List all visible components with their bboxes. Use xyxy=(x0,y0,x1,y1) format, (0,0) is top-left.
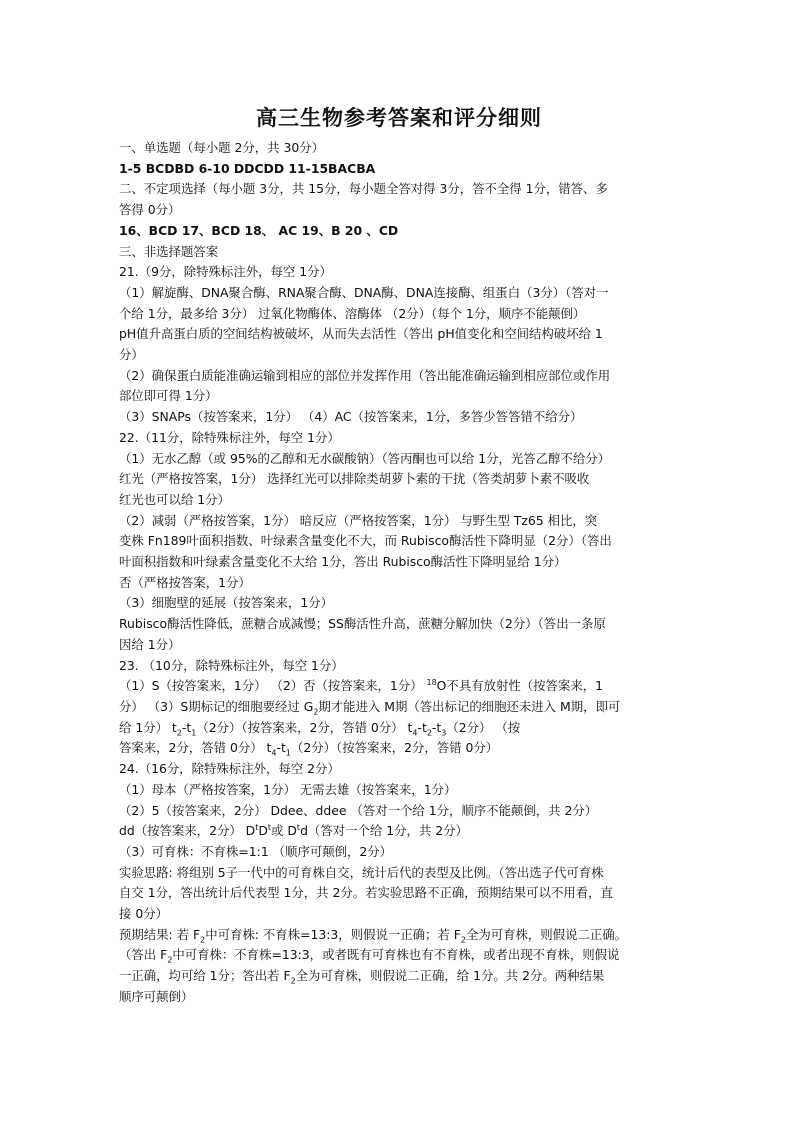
text-line: 顺序可颠倒） xyxy=(119,988,194,1004)
section-heading: 二、不定项选择（每小题 3分，共 15分，每小题全答对得 3分，答不全得 1分，错答、多 xyxy=(119,181,608,197)
text-line: （3）可育株：不育株=1:1 （顺序可颠倒，2分） xyxy=(119,843,393,859)
text-line: （3）细胞壁的延展（按答案来，1分） xyxy=(119,595,334,611)
text-line: 给 1分） $t_2-t_1(2$分）（按答案来，2分，答错 0分） $t_4-t_2-t_3(2$分） （按 xyxy=(119,719,521,738)
text-line: （1）S（按答案来，1分） （2）否（按答案来，1分） $^{18}$O不具有放射性（按答案来，1 xyxy=(119,678,603,694)
text-line: 部位即可得 1分） xyxy=(119,388,218,404)
question-heading: 21.（9分，除特殊标注外，每空 1分） xyxy=(119,264,332,280)
text-line: 叶面积指数和叶绿素含量变化不大给 1分，答出 Rubisco酶活性下降明显给 1分） xyxy=(119,554,567,570)
text-line: 自交 1分，答出统计后代表型 1分，共 2分。若实验思路不正确，预期结果可以不用看，直 xyxy=(119,885,613,901)
text-line: 分） （3）S期标记的细胞要经过 $G_2$期才能进入 M期（答出标记的细胞还未进入 M期，即可 xyxy=(119,698,621,717)
text-line: （2）5（按答案来，2分） Ddee、ddee （答对一个给 1分，顺序不能颠倒，共 2分） xyxy=(119,802,598,818)
text-line: （2）减弱（严格按答案，1分） 暗反应（严格按答案，1分） 与野生型 Tz65 相比，突 xyxy=(119,512,598,528)
text-line: 个给 1分，最多给 3分） 过氧化物酶体、溶酶体 （2分）（每个 1分，顺序不能颠倒） xyxy=(119,305,586,321)
section-heading: 三、非选择题答案 xyxy=(119,243,219,259)
question-heading: 23. （10分，除特殊标注外，每空 1分） xyxy=(119,657,344,673)
text-line: 否（严格按答案，1分） xyxy=(119,574,251,590)
text-line: （1）解旋酶、DNA聚合酶、RNA聚合酶、DNA酶、DNA连接酶、组蛋白（3分）（答对一 xyxy=(119,284,609,300)
text-line: 分） xyxy=(119,347,144,363)
text-line: （答出 $F_2$中可育株：不育株=13:3，或者既有可育株也有不育株，或者出现不育株，则假说 xyxy=(119,947,620,965)
text-line: 一正确，均可给 1分；答出若 $F_2$全为可育株，则假说二正确，给 1分。共 2分。两种结果 xyxy=(119,968,605,986)
answer-sheet xyxy=(119,104,679,1008)
text-line: （1）无水乙醇（或 95%的乙醇和无水碳酸钠）（答丙酮也可以给 1分，光答乙醇不给分） xyxy=(119,450,611,466)
text-line: 答案来，2分，答错 0分） $t_4-t_1(2$分）（按答案来，2分，答错 0分） xyxy=(119,740,499,758)
text-line: 答得 0分） xyxy=(119,202,181,218)
text-line: pH值升高蛋白质的空间结构被破坏，从而失去活性（答出 pH值变化和空间结构破坏给 1 xyxy=(119,326,603,342)
question-heading: 24.（16分，除特殊标注外，每空 2分） xyxy=(119,761,340,777)
text-line: （1）母本（严格按答案，1分） 无需去雄（按答案来，1分） xyxy=(119,781,457,797)
question-heading: 22.（11分，除特殊标注外，每空 1分） xyxy=(119,429,340,445)
answer-line: 1-5 BCDBD 6-10 DDCDD 11-15BACBA xyxy=(119,160,376,176)
text-line: 因给 1分） xyxy=(119,636,181,652)
text-line: 实验思路: 将组别 5子一代中的可育株自交，统计后代的表型及比例。（答出选子代可育株 xyxy=(119,864,604,880)
page-title: 高三生物参考答案和评分细则 xyxy=(256,106,542,130)
text-line: 变株 Fn189叶面积指数、叶绿素含量变化不大，而 Rubisco酶活性下降明显（2分）（答出 xyxy=(119,533,612,549)
text-line: （2）确保蛋白质能准确运输到相应的部位并发挥作用（答出能准确运输到相应部位或作用 xyxy=(119,367,611,383)
text-line: 红光也可以给 1分） xyxy=(119,491,230,507)
text-line: Rubisco酶活性降低，蔗糖合成减慢；SS酶活性升高，蔗糖分解加快（2分）（答出一条原 xyxy=(119,616,606,632)
text-line: dd（按答案来，2分） $D^tD^t$或 $D^td$（答对一个给 1分，共 2分） xyxy=(119,823,468,839)
text-line: 红光（严格按答案，1分） 选择红光可以排除类胡萝卜素的干扰（答类胡萝卜素不吸收 xyxy=(119,471,590,487)
text-line: （3）SNAPs（按答案来，1分） （4）AC（按答案来，1分，多答少答答错不给分） xyxy=(119,409,583,425)
text-line: 接 0分） xyxy=(119,906,168,922)
text-line: 预期结果: 若 $F_2$中可育株: 不育株=13:3，则假说一正确；若 $F_2$全为可育株，则假说二正确。 xyxy=(119,926,628,945)
answer-line: 16、BCD 17、BCD 18、 AC 19、B 20 、CD xyxy=(119,222,399,238)
section-heading: 一、单选题（每小题 2分，共 30分） xyxy=(119,140,324,155)
